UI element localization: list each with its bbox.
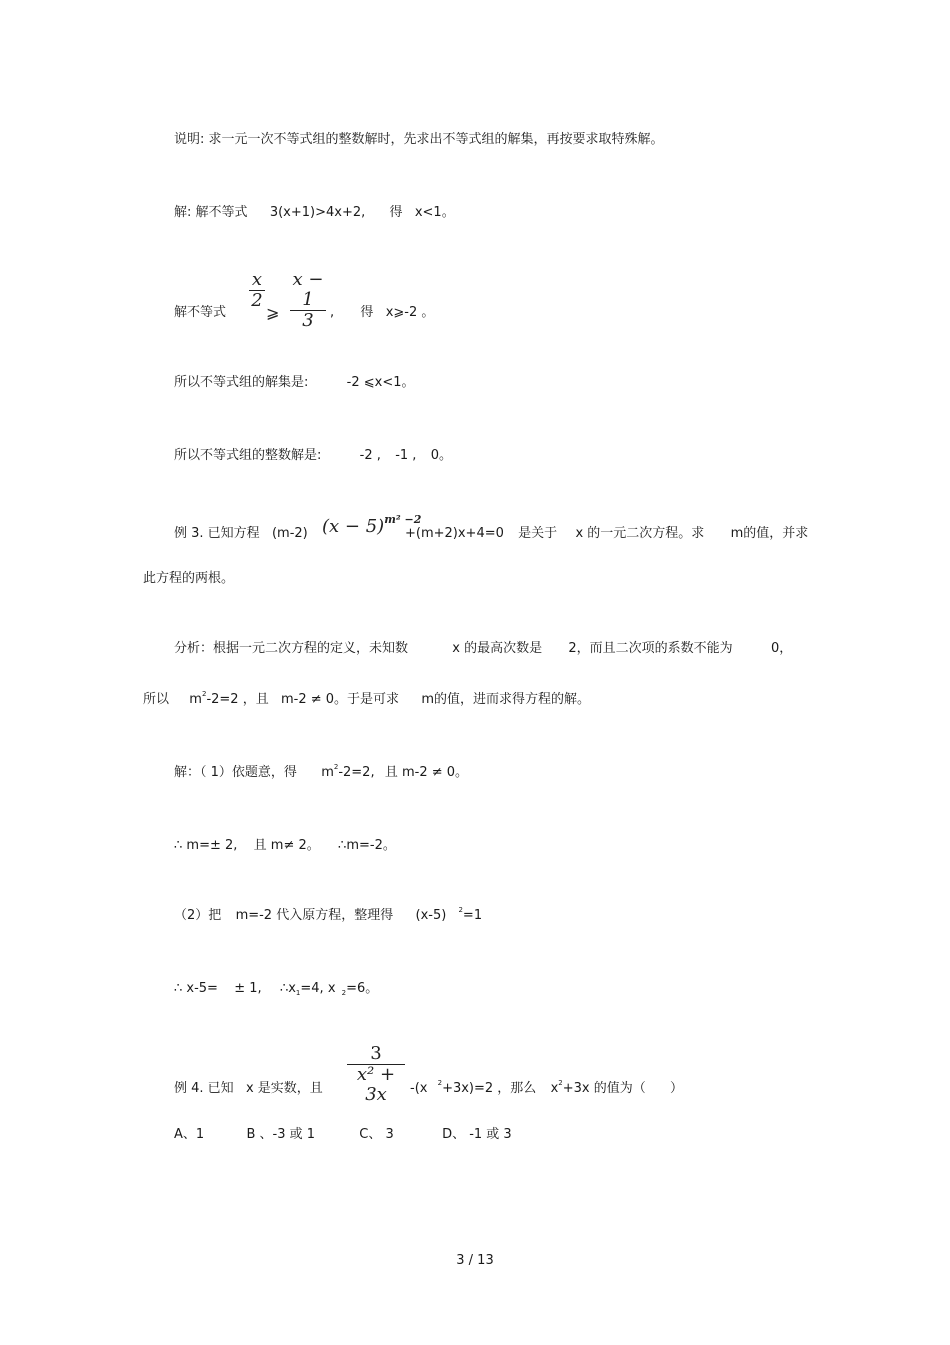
integer-solution: -2 ,	[359, 448, 381, 463]
solution3-line4	[174, 981, 378, 998]
note-label: 说明:	[174, 132, 205, 147]
text-integer-solutions: 所以不等式组的整数解是:	[174, 448, 322, 463]
analysis-line1	[174, 641, 792, 657]
fraction-x-minus-1-over-3	[290, 270, 326, 331]
example4-text: x 是实数，且	[245, 1081, 323, 1096]
solution-text: ∴m=-2。	[338, 838, 396, 853]
analysis-text: -2=2 ，且	[206, 692, 269, 707]
solution-text: =6。	[346, 981, 379, 996]
text-two-roots: 此方程的两根。	[143, 571, 235, 586]
example3-line1-a	[174, 526, 308, 542]
result-1: x<1。	[414, 205, 455, 220]
text-quadratic: x 的一元二次方程。求	[575, 526, 705, 541]
variable-x: x	[550, 1081, 559, 1096]
note-text: 求一元一次不等式组的整数解时，先求出不等式组的解集，再按要求取特殊解。	[208, 132, 664, 147]
solution-text: （2）把	[174, 908, 222, 923]
variable-m: m	[321, 765, 334, 780]
solution3-line3	[174, 908, 482, 925]
subscript: 1	[295, 989, 301, 997]
solution-set: -2 ⩽x<1。	[346, 375, 415, 390]
example3-line2	[143, 571, 234, 587]
page-number: 3 / 13	[456, 1253, 494, 1268]
fraction-denominator: x² + 3x	[356, 1064, 396, 1105]
solution-text: ∴ m=± 2,	[174, 838, 238, 853]
text-solution-set: 所以不等式组的解集是:	[174, 375, 309, 390]
solution-text: =4, x	[300, 981, 336, 996]
inequality-1: 3(x+1)>4x+2,	[269, 205, 366, 220]
solution-text: 且 m-2 ≠ 0。	[384, 765, 469, 780]
solution-text: -2=2,	[338, 765, 375, 780]
fraction-denominator: 3	[302, 310, 314, 331]
analysis-line2	[143, 692, 590, 709]
example4-text: ）	[670, 1081, 684, 1096]
integer-solution: -1 ,	[395, 448, 417, 463]
subscript: 2	[341, 989, 347, 997]
analysis-text: x 的最高次数是	[452, 641, 543, 656]
superscript: 2	[333, 763, 339, 771]
analysis-text: 2，而且二次项的系数不能为	[568, 641, 733, 656]
text-solve-inequality: 解不等式	[195, 205, 248, 220]
analysis-text: 所以	[143, 692, 170, 707]
analysis-text: m-2 ≠ 0。于是可求	[280, 692, 400, 707]
text-about: 是关于	[518, 526, 558, 541]
solution1-line1	[174, 205, 455, 221]
option-b: B 、-3 或 1	[246, 1127, 316, 1142]
fraction-numerator: 3	[370, 1043, 382, 1064]
option-a: A、1	[174, 1127, 205, 1142]
coefficient: (m-2)	[271, 526, 308, 541]
solution3-line1	[174, 765, 468, 782]
solution1-line2-rest	[330, 305, 434, 321]
solution-text: ± 1,	[234, 981, 262, 996]
analysis-text: 分析：根据一元二次方程的定义，未知数	[174, 641, 409, 656]
text-get: 得	[360, 305, 374, 320]
solution-label: 解:	[174, 205, 192, 220]
result-2: x⩾-2 。	[385, 305, 435, 320]
example3-label: 例 3. 已知方程	[174, 526, 260, 541]
equation-rest: +(m+2)x+4=0	[405, 526, 504, 541]
equation-base: (x − 5)	[322, 516, 385, 537]
fraction-x-over-2	[249, 270, 265, 311]
example4-text: +3x 的值为（	[562, 1081, 646, 1096]
solution-text: 且 m≠ 2。	[253, 838, 320, 853]
solution3-line2	[174, 838, 396, 854]
analysis-text: 0，	[770, 641, 793, 656]
solution-text: ∴x	[279, 981, 296, 996]
example4-line1-b	[410, 1081, 683, 1098]
text-find-m: m的值，并求	[730, 526, 809, 541]
text-solve-inequality-2: 解不等式	[174, 305, 227, 320]
superscript: 2	[201, 690, 207, 698]
integer-solution: 0。	[430, 448, 452, 463]
solution-text: ∴ x-5=	[174, 981, 218, 996]
option-d: D、 -1 或 3	[442, 1127, 512, 1142]
option-c: C、 3	[359, 1127, 394, 1142]
fraction-denominator: 2	[251, 290, 263, 311]
note-line	[174, 132, 664, 148]
equation-exponent: m² −2	[384, 513, 422, 526]
solution-text: 解：（ 1）依题意，得	[174, 765, 297, 780]
solution-text: (x-5)	[415, 908, 447, 923]
text-get: 得	[389, 205, 403, 220]
example4-label: 例 4. 已知	[174, 1081, 234, 1096]
superscript: 2	[558, 1079, 563, 1087]
geq-symbol: ⩾	[266, 303, 280, 322]
solution1-line4	[174, 448, 452, 464]
fraction-numerator: x − 1	[292, 269, 324, 310]
example4-line1-a	[174, 1081, 323, 1097]
comma: ,	[330, 305, 335, 320]
example4-options	[174, 1127, 512, 1143]
superscript: 2	[458, 906, 463, 914]
solution-text: =1	[462, 908, 483, 923]
example4-text: +3x)=2 ，那么	[442, 1081, 537, 1096]
variable-m: m	[189, 692, 202, 707]
solution-text: m=-2 代入原方程，整理得	[235, 908, 394, 923]
example3-line1-b	[405, 526, 808, 542]
example4-text: -(x	[410, 1081, 428, 1096]
solution1-line2-label	[174, 305, 226, 321]
fraction-3-over-quadratic	[347, 1044, 405, 1105]
fraction-numerator: x	[251, 269, 263, 290]
solution1-line3	[174, 375, 415, 391]
superscript: 2	[437, 1079, 443, 1087]
analysis-text: m的值，进而求得方程的解。	[421, 692, 590, 707]
